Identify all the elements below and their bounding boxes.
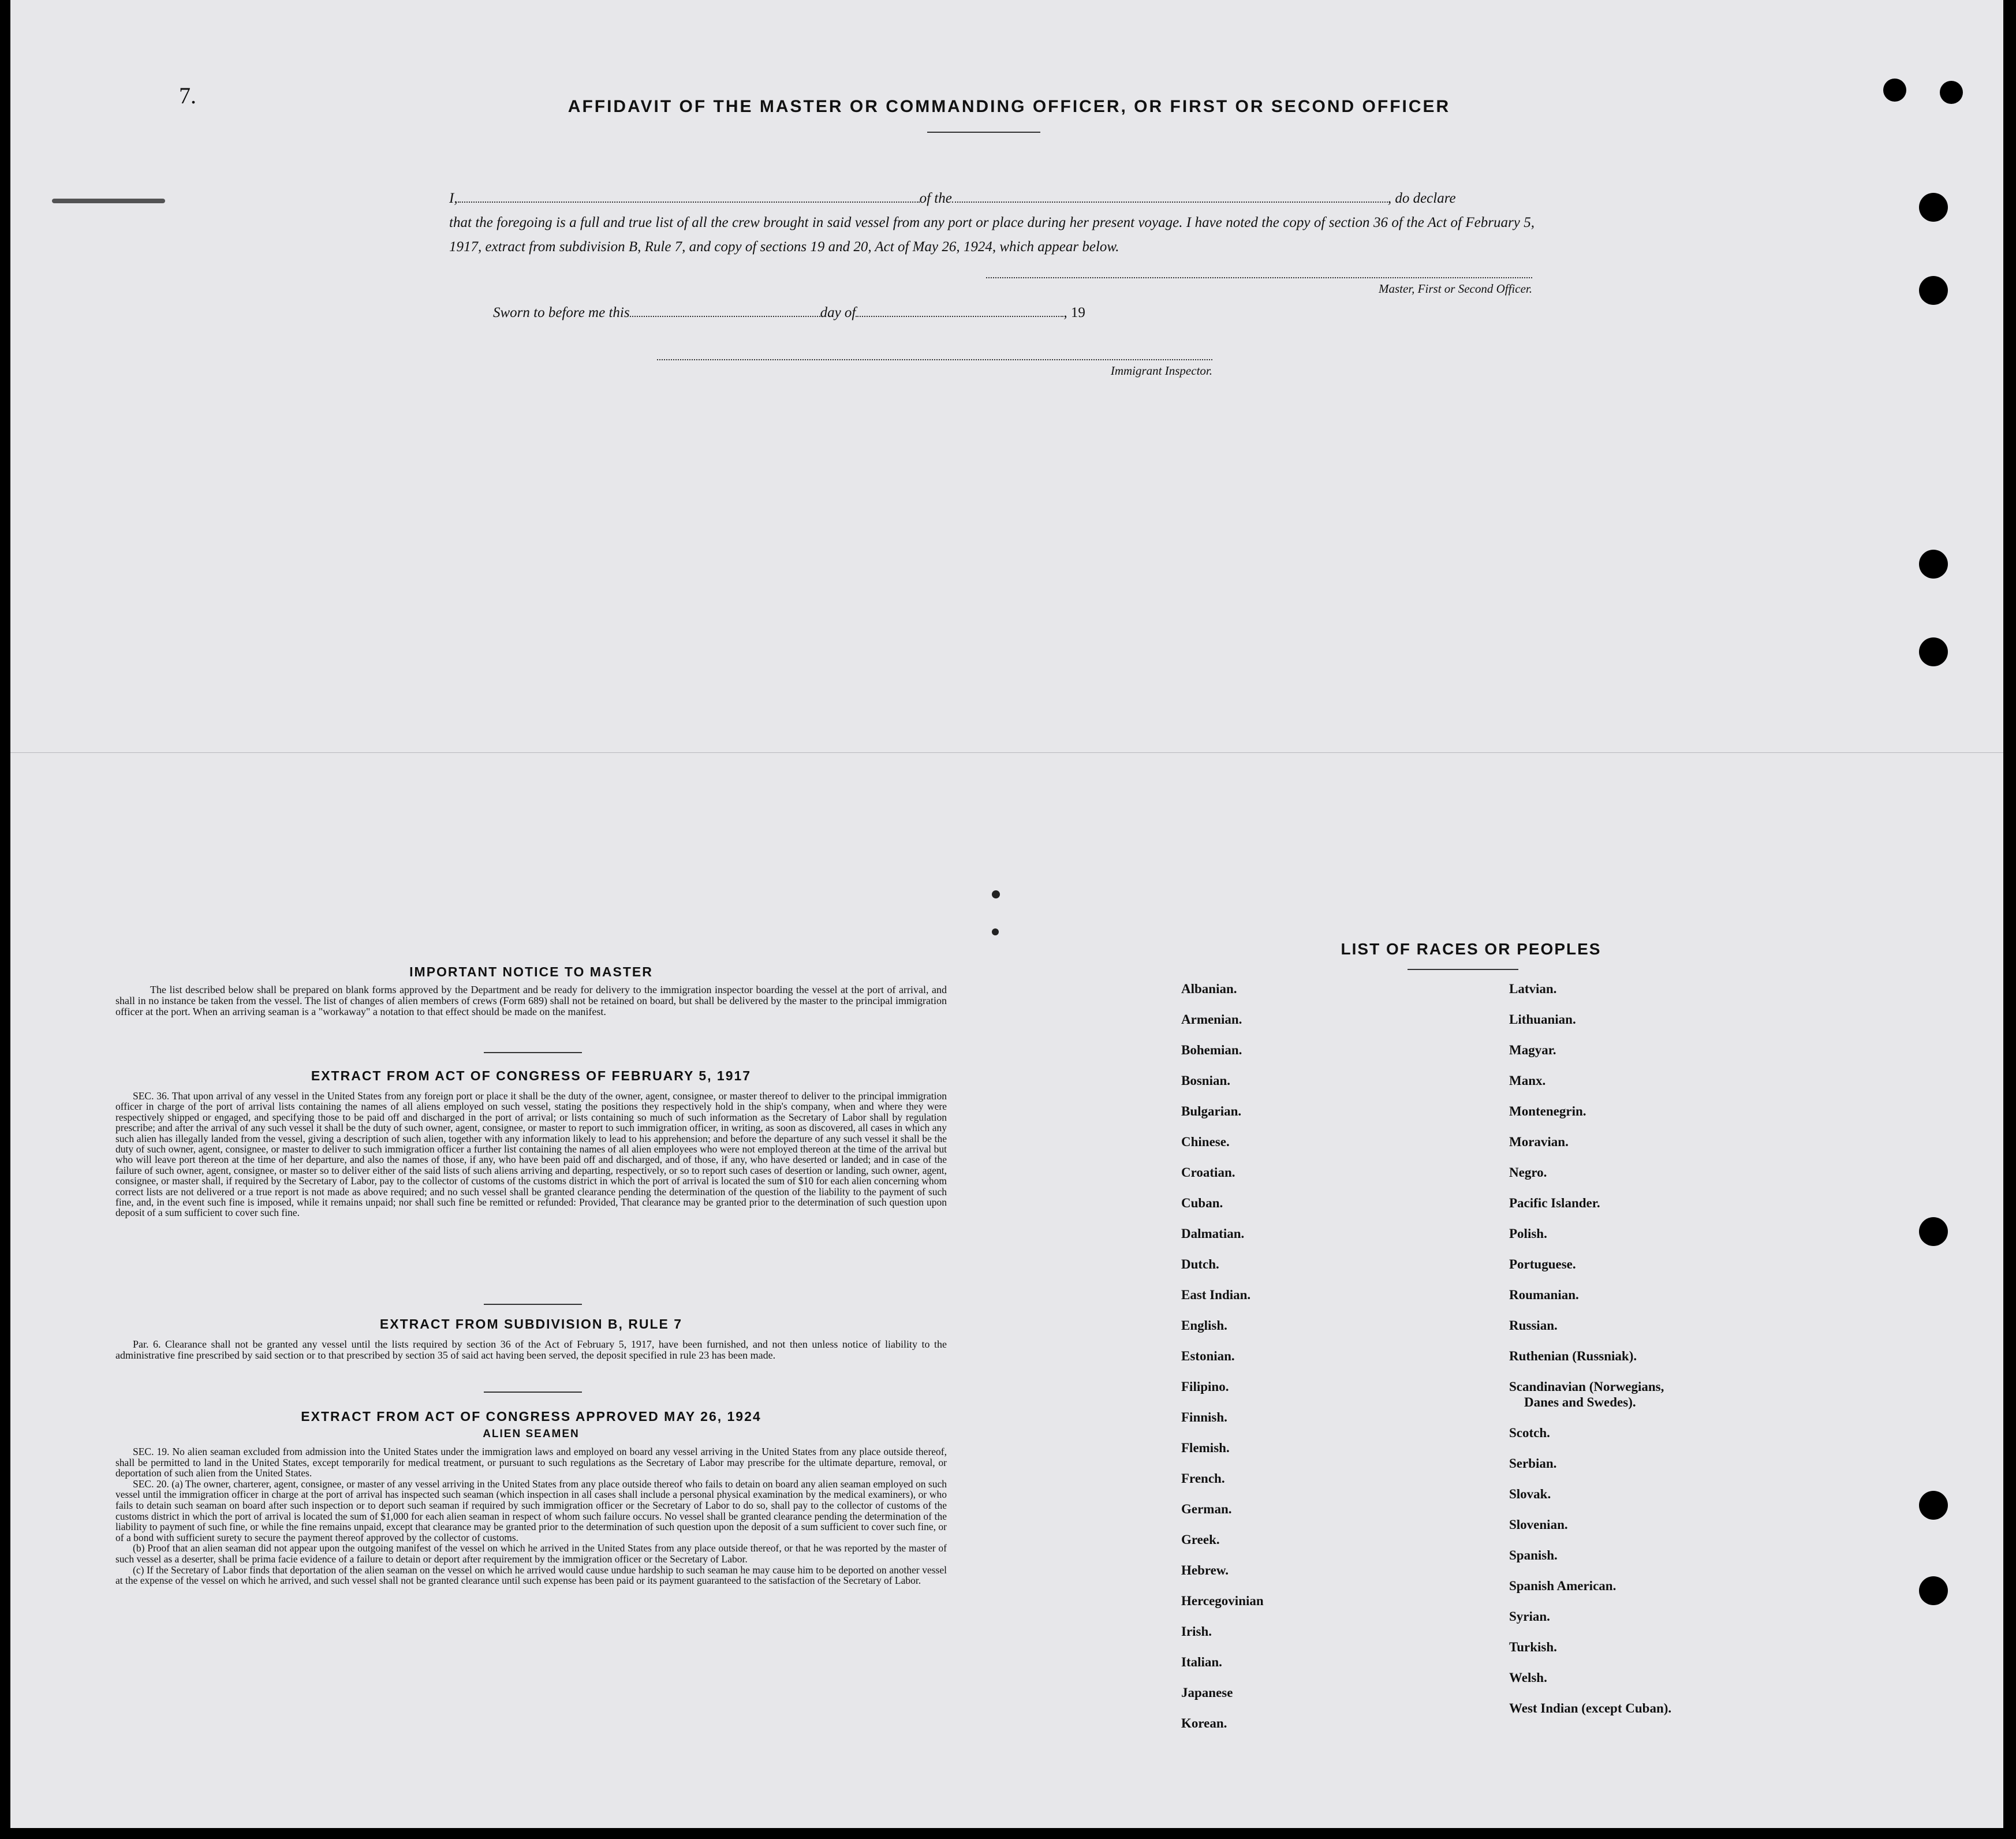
- ink-dot: [992, 890, 1000, 898]
- i-label: I,: [449, 191, 458, 206]
- punch-hole: [1919, 550, 1948, 579]
- year-label: , 19: [1063, 305, 1085, 320]
- section-rule: [484, 1052, 582, 1053]
- rule7-heading: EXTRACT FROM SUBDIVISION B, RULE 7: [379, 1316, 683, 1331]
- sworn-day-blank: [630, 305, 820, 317]
- race-item: Flemish.: [1181, 1441, 1230, 1455]
- race-item: Korean.: [1181, 1716, 1227, 1730]
- extract-1917-text: SEC. 36. That upon arrival of any vessel in the United States from any foreign port or place it shall be the duty of the owner, agent, consignee, or master thereof to deliver to the principal immigration officer in charge of the port of arrival lists containing the names of all aliens employed on such vessel, stating the positions they respectively hold in the ship's company, when and where they were respectively shipped or engaged, and specifying those to be paid off and discharged in the port of arrival; or lists containing so much of such information as the Secretary of Labor shall by regulation prescribe; and after the arrival of any such vessel it shall be the duty of such owner, agent, consignee, or master to report to such immigration officer, in writing, as soon as discovered, all cases in which any such alien has illegally landed from the vessel, giving a description of such alien, together with any information likely to lead to his apprehension; and before the departure of any such vessel it shall be the duty of such owner, agent, consignee, or master to deliver to such immigration officer a further list containing the names of all alien employees who were not employed thereon at the time of the arrival but who will leave port thereon at the time of her departure, and also the names of those, if any, who have been paid off and discharged, and of those, if any, who have deserted or landed; and in case of the failure of such owner, agent, consignee, or master so to deliver either of the said lists of such aliens arriving and departing, respectively, or so to report such cases of desertion or landing, such owner, agent, consignee, or master shall, if required by the Secretary of Labor, pay to the collector of customs of the customs district in which the port of arrival is located the sum of $10 for each alien concerning whom correct lists are not delivered or a true report is not made as above required; and no such vessel shall be granted clearance pending the determination of the question of the liability to the payment of such fine, and, in the event such fine is imposed, while it remains unpaid; nor shall such fine be remitted or refunded: Provided, That clearance may be granted prior to the determination of such question upon deposit of a sum sufficient to cover such fine.: [115, 1090, 947, 1219]
- race-item: French.: [1181, 1471, 1225, 1486]
- race-item: German.: [1181, 1502, 1232, 1516]
- punch-hole: [1883, 79, 1906, 102]
- sworn-month-blank: [856, 305, 1063, 317]
- race-item: Bosnian.: [1181, 1073, 1231, 1088]
- inspector-label: Immigrant Inspector.: [1110, 364, 1212, 378]
- name-blank: [458, 191, 920, 203]
- rule7-section: [115, 1316, 947, 1361]
- race-item: Syrian.: [1509, 1609, 1550, 1624]
- race-item: Dalmatian.: [1181, 1226, 1245, 1241]
- race-item: Hercegovinian: [1181, 1594, 1264, 1608]
- declaration-paragraph: that the foregoing is a full and true list of all the crew brought in said vessel from any port or place during her present voyage. I have noted the copy of section 36 of the Act of February 5, 1917, extract from subdivision B, Rule 7, and copy of sections 19 and 20, Act of May 26, 1924, which appear below.: [449, 215, 1535, 255]
- race-item: West Indian (except Cuban).: [1509, 1701, 1672, 1715]
- race-item: Albanian.: [1181, 982, 1237, 996]
- race-item: East Indian.: [1181, 1288, 1251, 1302]
- ink-dot: [992, 928, 999, 935]
- punch-hole: [1919, 276, 1948, 305]
- race-item: Croatian.: [1181, 1165, 1235, 1180]
- race-item: Italian.: [1181, 1655, 1222, 1669]
- day-of-label: day of: [820, 305, 856, 320]
- races-rule: [1408, 969, 1518, 970]
- races-heading: LIST OF RACES OR PEOPLES: [1341, 940, 1601, 958]
- race-item: Russian.: [1509, 1318, 1558, 1333]
- rule7-text: Par. 6. Clearance shall not be granted any vessel until the lists required by section 36 of the Act of February 5, 1917, have been furnished, and not then unless notice of liability to the administrative fine prescribed by said section or to that prescribed by section 35 of said act having been served, the deposit specified in rule 23 has been made.: [115, 1338, 947, 1361]
- race-item: Bohemian.: [1181, 1043, 1242, 1057]
- race-item: Hebrew.: [1181, 1563, 1229, 1577]
- vessel-blank: [952, 191, 1388, 203]
- inspector-line: [657, 359, 1212, 360]
- affidavit-title: AFFIDAVIT OF THE MASTER OR COMMANDING OFFICER, OR FIRST OR SECOND OFFICER: [568, 97, 1451, 116]
- race-item: Irish.: [1181, 1624, 1212, 1639]
- race-item: Negro.: [1509, 1165, 1547, 1180]
- ink-smudge: [52, 199, 165, 203]
- race-item: Latvian.: [1509, 982, 1557, 996]
- fold-crease: [10, 752, 2003, 753]
- sec20a-text: SEC. 20. (a) The owner, charterer, agent, consignee, or master of any vessel arriving in the United States from any place outside thereof who fails to detain on board any alien seaman employed on such vessel until the immigration officer in charge at the port of arrival has inspected such seaman (which inspection in all cases shall include a personal physical examination by the medical examiners), or who fails to detain such seaman on board after such inspection or to deport such seaman if required by such immigration officer or the Secretary of Labor to do so, shall pay to the collector of customs of the customs district in which the port of arrival is located the sum of $1,000 for each alien seaman in respect of whom such failure occurs. No vessel shall be granted clearance pending the determination of the liability to payment of such fine, or while the fine remains unpaid, except that clearance may be granted prior to the determination of such question upon the deposit of a sum sufficient to cover such fine, or of a bond with sufficient surety to secure the payment thereof approved by the collector of customs.: [115, 1478, 947, 1543]
- race-item: Magyar.: [1509, 1043, 1556, 1057]
- affidavit-body: [449, 186, 1535, 259]
- race-item: Bulgarian.: [1181, 1104, 1242, 1118]
- sec19-text: SEC. 19. No alien seaman excluded from admission into the United States under the immigration laws and employed on board any vessel arriving in the United States from any place outside thereof, shall be permitted to land in the United States, except temporarily for medical treatment, or pursuant to such regulations as the Secretary of Labor may prescribe for the ultimate departure, removal, or deportation of such alien from the United States.: [115, 1446, 947, 1479]
- race-item: Spanish American.: [1509, 1579, 1616, 1593]
- race-item: Slovak.: [1509, 1487, 1551, 1501]
- race-item: Portuguese.: [1509, 1257, 1576, 1271]
- race-item: Turkish.: [1509, 1640, 1557, 1654]
- signature-label: Master, First or Second Officer.: [1379, 282, 1532, 296]
- race-item: Pacific Islander.: [1509, 1196, 1600, 1210]
- extract-1924-heading: EXTRACT FROM ACT OF CONGRESS APPROVED MAY 26, 1924: [301, 1409, 761, 1424]
- declaration-line: [449, 186, 1535, 211]
- race-item: Estonian.: [1181, 1349, 1235, 1363]
- punch-hole: [1919, 1217, 1948, 1246]
- race-item: Polish.: [1509, 1226, 1547, 1241]
- race-item: Spanish.: [1509, 1548, 1558, 1562]
- punch-hole: [1940, 81, 1963, 104]
- signature-line: [986, 277, 1532, 278]
- title-rule: [927, 132, 1040, 133]
- sworn-line: [493, 305, 1085, 321]
- race-item: Armenian.: [1181, 1012, 1242, 1027]
- punch-hole: [1919, 1576, 1948, 1605]
- race-item: Welsh.: [1509, 1670, 1547, 1685]
- race-item: Danes and Swedes).: [1524, 1395, 1636, 1409]
- race-item: Manx.: [1509, 1073, 1546, 1088]
- race-item: Chinese.: [1181, 1135, 1230, 1149]
- punch-hole: [1919, 1491, 1948, 1520]
- sec20c-text: (c) If the Secretary of Labor finds that deportation of the alien seaman on the vessel on which he arrived would cause undue hardship to such seaman he may cause him to be deported on another vessel at the expense of the vessel on which he arrived, and such vessel shall not be granted clearance until such expense has been paid or its payment guaranteed to the satisfaction of the Secretary of Labor.: [115, 1564, 947, 1587]
- race-item: Serbian.: [1509, 1456, 1557, 1471]
- sworn-label: Sworn to before me this: [493, 305, 630, 320]
- page-number: 7.: [179, 83, 196, 109]
- extract-1924-section: [115, 1409, 947, 1586]
- race-item: Scandinavian (Norwegians,: [1509, 1379, 1664, 1394]
- race-item: Scotch.: [1509, 1426, 1550, 1440]
- notice-text: The list described below shall be prepared on blank forms approved by the Department and be ready for delivery to the immigration inspector boarding the vessel at the port of arrival, and shall in no instance be taken from the vessel. The list of changes of alien members of crews (Form 689) shall not be retained on board, but shall be delivered by the master to the principal immigration officer at the port. When an arriving seaman is a "workaway" a notation to that effect should be made on the manifest.: [115, 984, 947, 1017]
- notice-heading: IMPORTANT NOTICE TO MASTER: [409, 964, 653, 979]
- race-item: Japanese: [1181, 1685, 1233, 1700]
- race-item: Montenegrin.: [1509, 1104, 1586, 1118]
- punch-hole: [1919, 193, 1948, 222]
- extract-1917-heading: EXTRACT FROM ACT OF CONGRESS OF FEBRUARY 5, 1917: [311, 1068, 752, 1083]
- race-item: Dutch.: [1181, 1257, 1219, 1271]
- notice-section: [115, 964, 947, 1017]
- section-rule: [484, 1304, 582, 1305]
- of-the-label: of the: [919, 191, 952, 206]
- race-item: English.: [1181, 1318, 1227, 1333]
- race-item: Finnish.: [1181, 1410, 1227, 1424]
- race-item: Cuban.: [1181, 1196, 1223, 1210]
- section-rule: [484, 1392, 582, 1393]
- race-item: Moravian.: [1509, 1135, 1569, 1149]
- extract-1917-section: [115, 1068, 947, 1218]
- document-page: [10, 0, 2003, 1828]
- race-item: Roumanian.: [1509, 1288, 1579, 1302]
- do-declare-label: , do declare: [1387, 191, 1456, 206]
- race-item: Greek.: [1181, 1532, 1220, 1547]
- race-item: Filipino.: [1181, 1379, 1229, 1394]
- sec20b-text: (b) Proof that an alien seaman did not appear upon the outgoing manifest of the vessel on which he arrived in the United States from any place outside thereof, or that he was reported by the master of such vessel as a deserter, shall be prima facie evidence of a failure to detain or deport after requirement by the immigration officer or the Secretary of Labor.: [115, 1542, 947, 1565]
- punch-hole: [1919, 637, 1948, 666]
- race-item: Lithuanian.: [1509, 1012, 1576, 1027]
- alien-seamen-subheading: ALIEN SEAMEN: [483, 1428, 580, 1440]
- race-item: Ruthenian (Russniak).: [1509, 1349, 1637, 1363]
- race-item: Slovenian.: [1509, 1517, 1568, 1532]
